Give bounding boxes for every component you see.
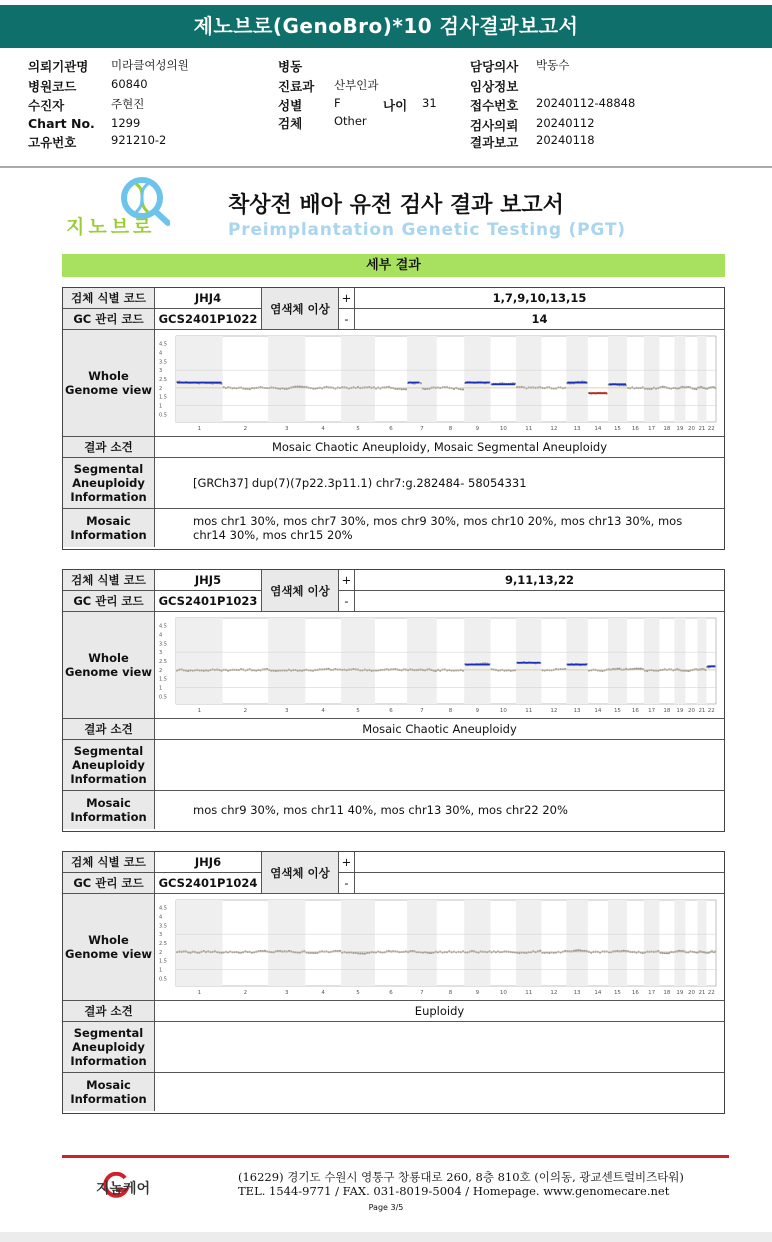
doctor-label: 담당의사 [470, 59, 519, 74]
chromosome-band [341, 900, 375, 986]
segmental-value [155, 1022, 724, 1072]
gc-code-value: GCS2401P1023 [155, 591, 262, 611]
chromosome-band [464, 618, 490, 704]
y-tick-label: 4.5 [159, 905, 167, 912]
copy-number-point [577, 949, 579, 951]
report-subtitle: Preimplantation Genetic Testing (PGT) [228, 220, 626, 240]
chromosome-tick-label: 2 [243, 990, 248, 996]
gain-chromosomes: 1,7,9,10,13,15 [492, 291, 587, 305]
chromosome-tick-label: 11 [525, 426, 533, 432]
plot-frame [176, 900, 716, 986]
chromosome-band [464, 336, 490, 422]
mosaic-row [63, 1073, 724, 1111]
chromosome-tick-label: 15 [613, 708, 621, 714]
chromosome-band [697, 900, 706, 986]
whole-genome-row [63, 612, 724, 719]
chromosome-tick-label: 3 [284, 708, 289, 714]
chromosome-tick-label: 18 [663, 426, 671, 432]
chromosome-tick-label: 18 [663, 990, 671, 996]
finding-row [63, 719, 724, 740]
page-number: Page 3/5 [368, 1203, 404, 1212]
chromosome-band [268, 900, 305, 986]
copy-number-point [401, 388, 403, 390]
whole-genome-label: Whole Genome view [63, 612, 155, 718]
chromosome-tick-label: 4 [321, 990, 325, 996]
y-tick-label: 1 [159, 403, 163, 410]
gc-code-label: GC 관리 코드 [63, 591, 155, 611]
chromosome-band [464, 900, 490, 986]
chromosome-tick-label: 21 [698, 426, 706, 432]
chromosome-tick-label: 16 [631, 708, 639, 714]
gc-code-value: GCS2401P1022 [155, 309, 262, 329]
report-title: 제노브로(GenoBro)*10 검사결과보고서 [0, 5, 772, 48]
receipt-label: 접수번호 [470, 98, 519, 113]
chromosome-tick-label: 7 [420, 990, 424, 996]
chart-value: 1299 [111, 116, 141, 130]
footer-divider [62, 1155, 729, 1158]
chromosome-tick-label: 17 [648, 426, 656, 432]
gain-sign: + [339, 852, 355, 872]
y-tick-label: 1.5 [159, 958, 167, 965]
hospital-code-label: 병원코드 [28, 79, 77, 94]
gc-code-row [63, 873, 724, 894]
chromosome-tick-label: 21 [698, 708, 706, 714]
copy-number-point [424, 388, 426, 390]
sample-id-value: JHJ6 [155, 852, 262, 872]
chromosome-band [697, 618, 706, 704]
copy-number-point [314, 952, 316, 954]
chromosome-tick-label: 5 [356, 990, 360, 996]
copy-number-point [249, 388, 251, 390]
chromosome-tick-label: 4 [321, 426, 325, 432]
whole-genome-label: Whole Genome view [63, 330, 155, 436]
gc-code-value: GCS2401P1024 [155, 873, 262, 893]
chromosome-tick-label: 22 [707, 708, 715, 714]
mosaic-label: Mosaic Information [63, 1073, 155, 1111]
chromosome-tick-label: 3 [284, 990, 289, 996]
sex-value: F [334, 96, 341, 110]
y-tick-label: 2.5 [159, 377, 167, 383]
chromosome-tick-label: 17 [648, 990, 656, 996]
y-tick-label: 0.5 [159, 976, 167, 983]
y-tick-label: 3.5 [159, 923, 167, 930]
chromosome-band [176, 618, 223, 704]
sample-id-row [63, 570, 724, 591]
chromosome-tick-label: 14 [594, 990, 602, 996]
chromosome-tick-label: 16 [631, 990, 639, 996]
chromosome-tick-label: 18 [663, 708, 671, 714]
whole-genome-label: Whole Genome view [63, 894, 155, 1000]
whole-genome-plot [156, 898, 721, 998]
y-tick-label: 2 [159, 949, 163, 956]
mosaic-row [63, 791, 724, 829]
plot-frame [176, 618, 716, 704]
chromosome-band [176, 900, 223, 986]
chromosome-tick-label: 12 [550, 990, 558, 996]
chromosome-band [566, 618, 588, 704]
y-tick-label: 1.5 [159, 394, 167, 401]
detail-results-header: 세부 결과 [62, 254, 725, 277]
loss-chromosomes: 14 [531, 312, 548, 326]
gain-chromosomes: 9,11,13,22 [504, 573, 575, 587]
chromosome-tick-label: 20 [687, 708, 695, 714]
copy-number-point [297, 385, 299, 387]
chromosome-tick-label: 21 [698, 990, 706, 996]
chromosome-band [608, 618, 627, 704]
chromosome-tick-label: 2 [243, 708, 248, 714]
sample-id-row [63, 852, 724, 873]
chromosome-band [516, 618, 541, 704]
patient-info [0, 50, 772, 166]
chromosome-tick-label: 10 [499, 708, 507, 714]
y-tick-label: 4 [159, 914, 163, 921]
mosaic-label: Mosaic Information [63, 791, 155, 829]
copy-number-point [668, 952, 670, 954]
sex-label: 성별 [278, 98, 303, 113]
copy-number-point [635, 667, 637, 669]
chromosome-tick-label: 3 [284, 426, 289, 432]
segmental-value [155, 740, 724, 790]
y-tick-label: 4 [159, 350, 163, 357]
chromosome-band [566, 900, 588, 986]
chromosome-tick-label: 8 [448, 708, 453, 714]
copy-number-point [364, 953, 366, 955]
copy-number-point [462, 388, 464, 390]
chromosome-band [674, 618, 685, 704]
sample-id-value: JHJ5 [155, 570, 262, 590]
chromosome-band [566, 336, 588, 422]
chromosome-tick-label: 15 [613, 426, 621, 432]
sample-block [62, 569, 725, 832]
chromosome-tick-label: 14 [594, 708, 602, 714]
segmental-row [63, 740, 724, 791]
sample-id-label: 검체 식별 코드 [63, 288, 155, 308]
y-tick-label: 4.5 [159, 341, 167, 348]
chart-label: Chart No. [28, 116, 95, 131]
segmental-row [63, 458, 724, 509]
hospital-code-value: 60840 [111, 77, 148, 91]
request-label: 검사의뢰 [470, 118, 519, 133]
gain-sign: + [339, 570, 355, 590]
y-tick-label: 3.5 [159, 641, 167, 648]
copy-number-point [579, 949, 581, 951]
segmental-label: Segmental Aneuploidy Information [63, 740, 155, 790]
ward-label: 병동 [278, 59, 303, 74]
chromosome-abnormality-label: 염색체 이상 [262, 570, 339, 612]
age-value: 31 [422, 96, 437, 110]
chromosome-tick-label: 22 [707, 426, 715, 432]
footer-address: (16229) 경기도 수원시 영통구 창룡대로 260, 8층 810호 (이의동, 광교센트럴비즈타워) [238, 1170, 684, 1184]
copy-number-point [294, 386, 296, 388]
loss-sign: - [339, 309, 355, 329]
finding-value: Mosaic Chaotic Aneuploidy [362, 722, 517, 736]
gain-chromosomes [355, 852, 724, 872]
finding-row [63, 1001, 724, 1022]
chromosome-tick-label: 8 [448, 990, 453, 996]
mosaic-value [155, 1073, 724, 1111]
chromosome-tick-label: 7 [420, 708, 424, 714]
copy-number-point [575, 949, 577, 951]
copy-number-point [361, 952, 363, 954]
sample-block [62, 287, 725, 550]
y-tick-label: 3.5 [159, 359, 167, 366]
y-tick-label: 4 [159, 632, 163, 639]
chromosome-band [644, 618, 660, 704]
clinical-label: 임상정보 [470, 79, 519, 94]
copy-number-point [642, 952, 644, 954]
chromosome-tick-label: 14 [594, 426, 602, 432]
y-tick-label: 1 [159, 967, 163, 974]
chromosome-tick-label: 9 [475, 990, 480, 996]
report-main-title: 착상전 배아 유전 검사 결과 보고서 [228, 193, 564, 218]
patient-value: 주현진 [111, 97, 145, 111]
gc-code-row [63, 309, 724, 330]
footer-contact: TEL. 1544-9771 / FAX. 031-8019-5004 / Homepage. www.genomecare.net [238, 1184, 670, 1198]
chromosome-tick-label: 9 [475, 708, 480, 714]
whole-genome-plot [156, 616, 721, 716]
chromosome-tick-label: 13 [573, 990, 581, 996]
header-divider [0, 166, 772, 168]
chromosome-tick-label: 4 [321, 708, 325, 714]
chromosome-band [516, 336, 541, 422]
y-tick-label: 2 [159, 385, 163, 392]
chromosome-tick-label: 17 [648, 708, 656, 714]
copy-number-point [357, 952, 359, 954]
loss-sign: - [339, 873, 355, 893]
chromosome-band [644, 336, 660, 422]
gc-code-row [63, 591, 724, 612]
copy-number-point [695, 388, 697, 390]
chromosome-tick-label: 11 [525, 990, 533, 996]
segmental-label: Segmental Aneuploidy Information [63, 458, 155, 508]
sample-id-label: 검체 식별 코드 [63, 852, 155, 872]
loss-chromosomes [355, 591, 724, 611]
sample-id-label: 검체 식별 코드 [63, 570, 155, 590]
loss-chromosomes [355, 873, 724, 893]
dept-value: 산부인과 [334, 78, 379, 92]
gain-sign: + [339, 288, 355, 308]
loss-sign: - [339, 591, 355, 611]
finding-value: Euploidy [414, 1004, 465, 1018]
chromosome-tick-label: 13 [573, 426, 581, 432]
segmental-label: Segmental Aneuploidy Information [63, 1022, 155, 1072]
chromosome-tick-label: 5 [356, 426, 360, 432]
sample-id-value: JHJ4 [155, 288, 262, 308]
chromosome-tick-label: 12 [550, 426, 558, 432]
y-tick-label: 0.5 [159, 694, 167, 701]
doctor-value: 박동수 [536, 58, 570, 72]
chromosome-band [407, 900, 437, 986]
segmental-row [63, 1022, 724, 1073]
chromosome-tick-label: 20 [687, 426, 695, 432]
chromosome-abnormality-label: 염색체 이상 [262, 852, 339, 894]
finding-label: 결과 소견 [63, 719, 155, 739]
whole-genome-row [63, 894, 724, 1001]
finding-label: 결과 소견 [63, 1001, 155, 1021]
y-tick-label: 4.5 [159, 623, 167, 630]
chromosome-band [516, 900, 541, 986]
mosaic-row [63, 509, 724, 547]
chromosome-tick-label: 19 [676, 708, 684, 714]
specimen-label: 검체 [278, 116, 303, 131]
chromosome-tick-label: 1 [197, 990, 202, 996]
y-tick-label: 3 [159, 368, 163, 375]
chromosome-band [644, 900, 660, 986]
chromosome-tick-label: 19 [676, 990, 684, 996]
finding-label: 결과 소견 [63, 437, 155, 457]
copy-number-point [460, 388, 462, 390]
specimen-value: Other [334, 114, 367, 128]
chromosome-band [608, 336, 627, 422]
chromosome-band [697, 336, 706, 422]
genobro-logo-text: 지노브로 [66, 216, 156, 238]
chromosome-tick-label: 11 [525, 708, 533, 714]
whole-genome-row [63, 330, 724, 437]
patient-label: 수진자 [28, 98, 65, 113]
chromosome-tick-label: 6 [389, 426, 393, 432]
chromosome-tick-label: 16 [631, 426, 639, 432]
report-date-label: 결과보고 [470, 135, 519, 150]
chromosome-tick-label: 1 [197, 708, 202, 714]
chromosome-band [608, 900, 627, 986]
copy-number-point [640, 668, 642, 670]
chromosome-tick-label: 10 [499, 990, 507, 996]
sample-id-row [63, 288, 724, 309]
copy-number-point [666, 952, 668, 954]
chromosome-tick-label: 8 [448, 426, 453, 432]
y-tick-label: 2 [159, 667, 163, 674]
copy-number-point [359, 952, 361, 954]
chromosome-tick-label: 13 [573, 708, 581, 714]
chromosome-tick-label: 22 [707, 990, 715, 996]
finding-row [63, 437, 724, 458]
sample-block [62, 851, 725, 1114]
copy-number-point [403, 388, 405, 390]
mosaic-label: Mosaic Information [63, 509, 155, 547]
report-date-value: 20240118 [536, 133, 595, 147]
whole-genome-plot [156, 334, 721, 434]
chromosome-tick-label: 9 [475, 426, 480, 432]
receipt-value: 20240112-48848 [536, 96, 636, 110]
chromosome-band [268, 336, 305, 422]
mosaic-value: mos chr9 30%, mos chr11 40%, mos chr13 30%, mos chr22 20% [193, 803, 568, 817]
chromosome-tick-label: 12 [550, 708, 558, 714]
unique-value: 921210-2 [111, 133, 167, 147]
copy-number-point [405, 388, 407, 390]
copy-number-point [664, 952, 666, 954]
chromosome-band [407, 618, 437, 704]
report-heading [0, 172, 772, 252]
unique-label: 고유번호 [28, 135, 77, 150]
chromosome-band [674, 900, 685, 986]
chromosome-band [674, 336, 685, 422]
chromosome-tick-label: 6 [389, 708, 393, 714]
institution-value: 미라클여성의원 [111, 58, 189, 72]
y-tick-label: 1.5 [159, 676, 167, 683]
y-tick-label: 2.5 [159, 659, 167, 665]
segmental-value: [GRCh37] dup(7)(7p22.3p11.1) chr7:g.282484- 58054331 [193, 476, 527, 490]
mosaic-value: mos chr1 30%, mos chr7 30%, mos chr9 30%, mos chr10 20%, mos chr13 30%, mos chr14 30%, mos chr15 20% [193, 514, 683, 542]
plot-frame [176, 336, 716, 422]
dept-label: 진료과 [278, 79, 315, 94]
chromosome-tick-label: 19 [676, 426, 684, 432]
chromosome-tick-label: 15 [613, 990, 621, 996]
institution-label: 의뢰기관명 [28, 59, 89, 74]
page-bottom-band [0, 1232, 772, 1242]
chromosome-tick-label: 2 [243, 426, 248, 432]
gc-code-label: GC 관리 코드 [63, 873, 155, 893]
y-tick-label: 1 [159, 685, 163, 692]
chromosome-tick-label: 1 [197, 426, 202, 432]
request-value: 20240112 [536, 116, 595, 130]
chromosome-band [268, 618, 305, 704]
chromosome-tick-label: 7 [420, 426, 424, 432]
chromosome-tick-label: 20 [687, 990, 695, 996]
chromosome-band [341, 336, 375, 422]
chromosome-band [176, 336, 223, 422]
y-tick-label: 3 [159, 650, 163, 657]
chromosome-tick-label: 6 [389, 990, 393, 996]
copy-number-point [420, 382, 422, 384]
genomecare-logo-text: 지놈케어 [96, 1181, 151, 1197]
gc-code-label: GC 관리 코드 [63, 309, 155, 329]
y-tick-label: 3 [159, 932, 163, 939]
chromosome-abnormality-label: 염색체 이상 [262, 288, 339, 330]
copy-number-point [299, 386, 301, 388]
chromosome-tick-label: 5 [356, 708, 360, 714]
y-tick-label: 0.5 [159, 412, 167, 419]
age-label: 나이 [383, 98, 408, 113]
chromosome-band [407, 336, 437, 422]
finding-value: Mosaic Chaotic Aneuploidy, Mosaic Segmental Aneuploidy [271, 440, 608, 454]
chromosome-tick-label: 10 [499, 426, 507, 432]
y-tick-label: 2.5 [159, 941, 167, 947]
chromosome-band [341, 618, 375, 704]
